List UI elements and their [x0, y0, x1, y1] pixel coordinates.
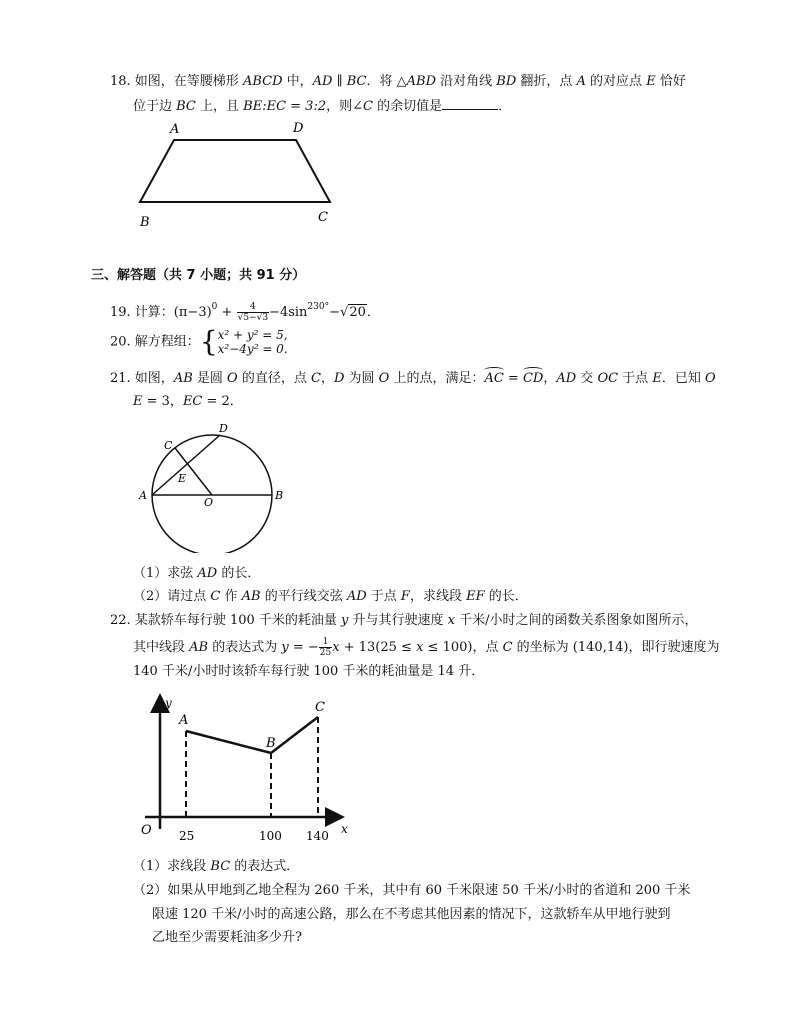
q18-text: ．将 △ [366, 74, 407, 89]
q18-text: 翻折，点 [516, 74, 577, 89]
q21-math: C [310, 371, 321, 386]
answer-blank[interactable] [442, 97, 498, 110]
q21-text: 是圆 [192, 371, 228, 386]
label-B: B [140, 215, 150, 230]
q22-math: x [416, 640, 424, 655]
q18-line1 [110, 73, 686, 91]
q18-text: ． [498, 99, 512, 114]
q21-math: AD [556, 371, 577, 386]
q19-line: 19. 计算：$(\pi-3)^0$ + $\frac{4}{√5-√3}$ $-4\sin^{230^\circ}-√20$． [110, 302, 380, 323]
q22-text: = − [288, 640, 319, 655]
q18-math: E [646, 74, 656, 89]
q21-text: （1）求弦 [133, 566, 198, 581]
q21-part1 [133, 565, 260, 583]
q22-text: + 13(25 ≤ [339, 640, 417, 655]
label-C: C [164, 439, 173, 452]
tick-25: 25 [179, 829, 195, 843]
q22-text: 升与其行驶速度 [348, 613, 448, 628]
fraction-denominator: √5−√3 [237, 313, 269, 323]
q21-text: ，求线段 [409, 589, 467, 604]
q22-math: BC [210, 859, 231, 874]
y-axis-label: y [165, 696, 172, 710]
q19-text: 19. 计算：(π−3) [110, 305, 212, 320]
q19-fraction [237, 302, 269, 323]
label-B: B [275, 489, 284, 502]
q21-text: 于点 [366, 589, 401, 604]
q18-text: 18. 如图，在等腰梯形 [110, 74, 243, 89]
graph-polyline [186, 717, 318, 753]
circle-figure [135, 418, 295, 553]
trapezoid-shape [140, 140, 330, 202]
q18-math: AD [312, 74, 333, 89]
q22-part2-line2: 限速 120 千米/小时的高速公路，那么在不考虑其他因素的情况下，这款轿车从甲地行驶到 [152, 907, 671, 922]
q21-text: 上的点，满足： [389, 371, 485, 386]
q18-math: BC [346, 74, 367, 89]
q20-line [110, 325, 288, 358]
q21-text: 为圆 [344, 371, 379, 386]
fraction-numerator: 4 [237, 302, 269, 313]
q18-math: C [363, 99, 373, 114]
q21-math: O [378, 371, 390, 386]
q22-line2 [133, 637, 719, 658]
q21-text: 21. 如图， [110, 371, 174, 386]
q21-math: EC [182, 394, 203, 409]
q21-text: 的直径，点 [237, 371, 311, 386]
q18-text: 的余切值是 [372, 99, 443, 114]
fraction-numerator: 1 [319, 637, 332, 648]
q21-text: ．已知 [661, 371, 705, 386]
equation-2: x²−4y² = 0. [217, 342, 288, 356]
q18-math: BC [176, 99, 196, 114]
q19-text: ． [366, 305, 380, 320]
label-C: C [318, 210, 328, 225]
q22-part2-line3: 乙地至少需要耗油多少升? [152, 930, 302, 945]
equation-1: x² + y² = 5, [217, 328, 288, 342]
tick-140: 140 [306, 829, 329, 843]
arc-cd: CD [522, 371, 544, 386]
q19-exponent: 230° [307, 302, 330, 312]
q22-text: 千米/小时之间的函数关系图象如图所示， [455, 613, 698, 628]
label-A: A [139, 489, 147, 502]
label-D: D [293, 121, 304, 136]
q21-text: = 3， [142, 394, 183, 409]
q21-text: = 2． [202, 394, 243, 409]
x-axis-label: x [341, 822, 348, 836]
q19-radicand: 20 [349, 305, 366, 320]
q22-text: 的坐标为 (140,14)，即行驶速度为 [512, 640, 720, 655]
q21-math: C [210, 589, 221, 604]
q21-part2 [133, 588, 528, 606]
trapezoid-figure [130, 118, 340, 230]
q20-text: 20. 解方程组： [110, 334, 200, 350]
label-C: C [315, 700, 325, 715]
q21-math: OC [597, 371, 619, 386]
q21-line1 [110, 370, 716, 388]
q21-math: D [333, 371, 345, 386]
q22-math: AB [189, 640, 209, 655]
q22-text: 的表达式． [230, 859, 300, 874]
q18-line2 [133, 97, 511, 116]
q19-text: −4sin [269, 305, 308, 320]
q21-text: 的长． [217, 566, 261, 581]
q21-math: O [704, 371, 716, 386]
q18-text: 上，且 [195, 99, 244, 114]
q18-text: ∥ [332, 74, 347, 89]
q19-exponent: 0 [211, 302, 218, 312]
q18-text: 位于边 [133, 99, 177, 114]
q18-math: ABCD [242, 74, 283, 89]
q18-math: BE:EC = 3:2 [243, 99, 327, 114]
q21-text: = [503, 371, 523, 386]
q21-math: AB [173, 371, 193, 386]
label-B: B [266, 736, 276, 751]
q19-text: − [329, 305, 341, 320]
label-A: A [170, 122, 180, 137]
q22-math: y [341, 613, 349, 628]
q18-text: 的对应点 [585, 74, 647, 89]
section-title: 三、解答题（共 7 小题；共 91 分） [91, 268, 306, 283]
q21-math: AD [197, 566, 218, 581]
q22-part2-line1: （2）如果从甲地到乙地全程为 260 千米，其中有 60 千米限速 50 千米/小时的省道和 200 千米 [133, 883, 691, 898]
label-D: D [219, 422, 228, 435]
q22-text: 其中线段 [133, 640, 190, 655]
q22-text: ≤ 100)，点 [423, 640, 503, 655]
q22-text: （1）求线段 [133, 859, 211, 874]
label-O: O [204, 496, 214, 509]
q21-math: E [652, 371, 662, 386]
q21-math: F [400, 589, 410, 604]
q22-math: y [281, 640, 289, 655]
q18-math: BD [496, 74, 517, 89]
q21-math: AB [241, 589, 261, 604]
q18-math: ABD [406, 74, 437, 89]
q22-math: x [447, 613, 455, 628]
equation-system [218, 328, 288, 356]
q21-math: E [133, 394, 143, 409]
q21-math: EF [466, 589, 485, 604]
q22-line3: 140 千米/小时时该轿车每行驶 100 千米的耗油量是 14 升． [133, 664, 485, 679]
q22-line1 [110, 612, 698, 630]
q22-math: x [332, 640, 340, 655]
label-A: A [179, 713, 189, 728]
q21-text: （2）请过点 [133, 589, 211, 604]
q21-line2 [133, 393, 243, 411]
q21-text: 的平行线交弦 [260, 589, 347, 604]
q18-math: A [576, 74, 586, 89]
q21-text: 交 [576, 371, 598, 386]
q21-text: ， [543, 371, 557, 386]
q21-math: AD [346, 589, 367, 604]
q22-part1 [133, 858, 299, 876]
chord-ad [152, 435, 220, 495]
q22-fraction [319, 637, 332, 658]
q22-text: 的表达式为 [208, 640, 282, 655]
q18-text: 恰好 [655, 74, 686, 89]
arc-ac: AC [484, 371, 504, 386]
q21-text: 的长． [484, 589, 528, 604]
label-E: E [178, 472, 187, 485]
q19-text: + [217, 305, 237, 320]
system-brace: { [199, 325, 218, 358]
q22-text: 22. 某款轿车每行驶 100 千米的耗油量 [110, 613, 342, 628]
q21-text: 于点 [618, 371, 653, 386]
q18-text: ，则∠ [326, 99, 364, 114]
q21-text: 作 [220, 589, 242, 604]
origin-label: O [141, 823, 152, 838]
q18-text: 中， [282, 74, 313, 89]
fraction-denominator: 25 [319, 648, 332, 658]
q22-math: C [502, 640, 513, 655]
q18-text: 沿对角线 [436, 74, 497, 89]
q21-text: ， [320, 371, 334, 386]
q21-math: O [227, 371, 238, 386]
tick-100: 100 [259, 829, 282, 843]
fuel-graph [135, 693, 360, 843]
